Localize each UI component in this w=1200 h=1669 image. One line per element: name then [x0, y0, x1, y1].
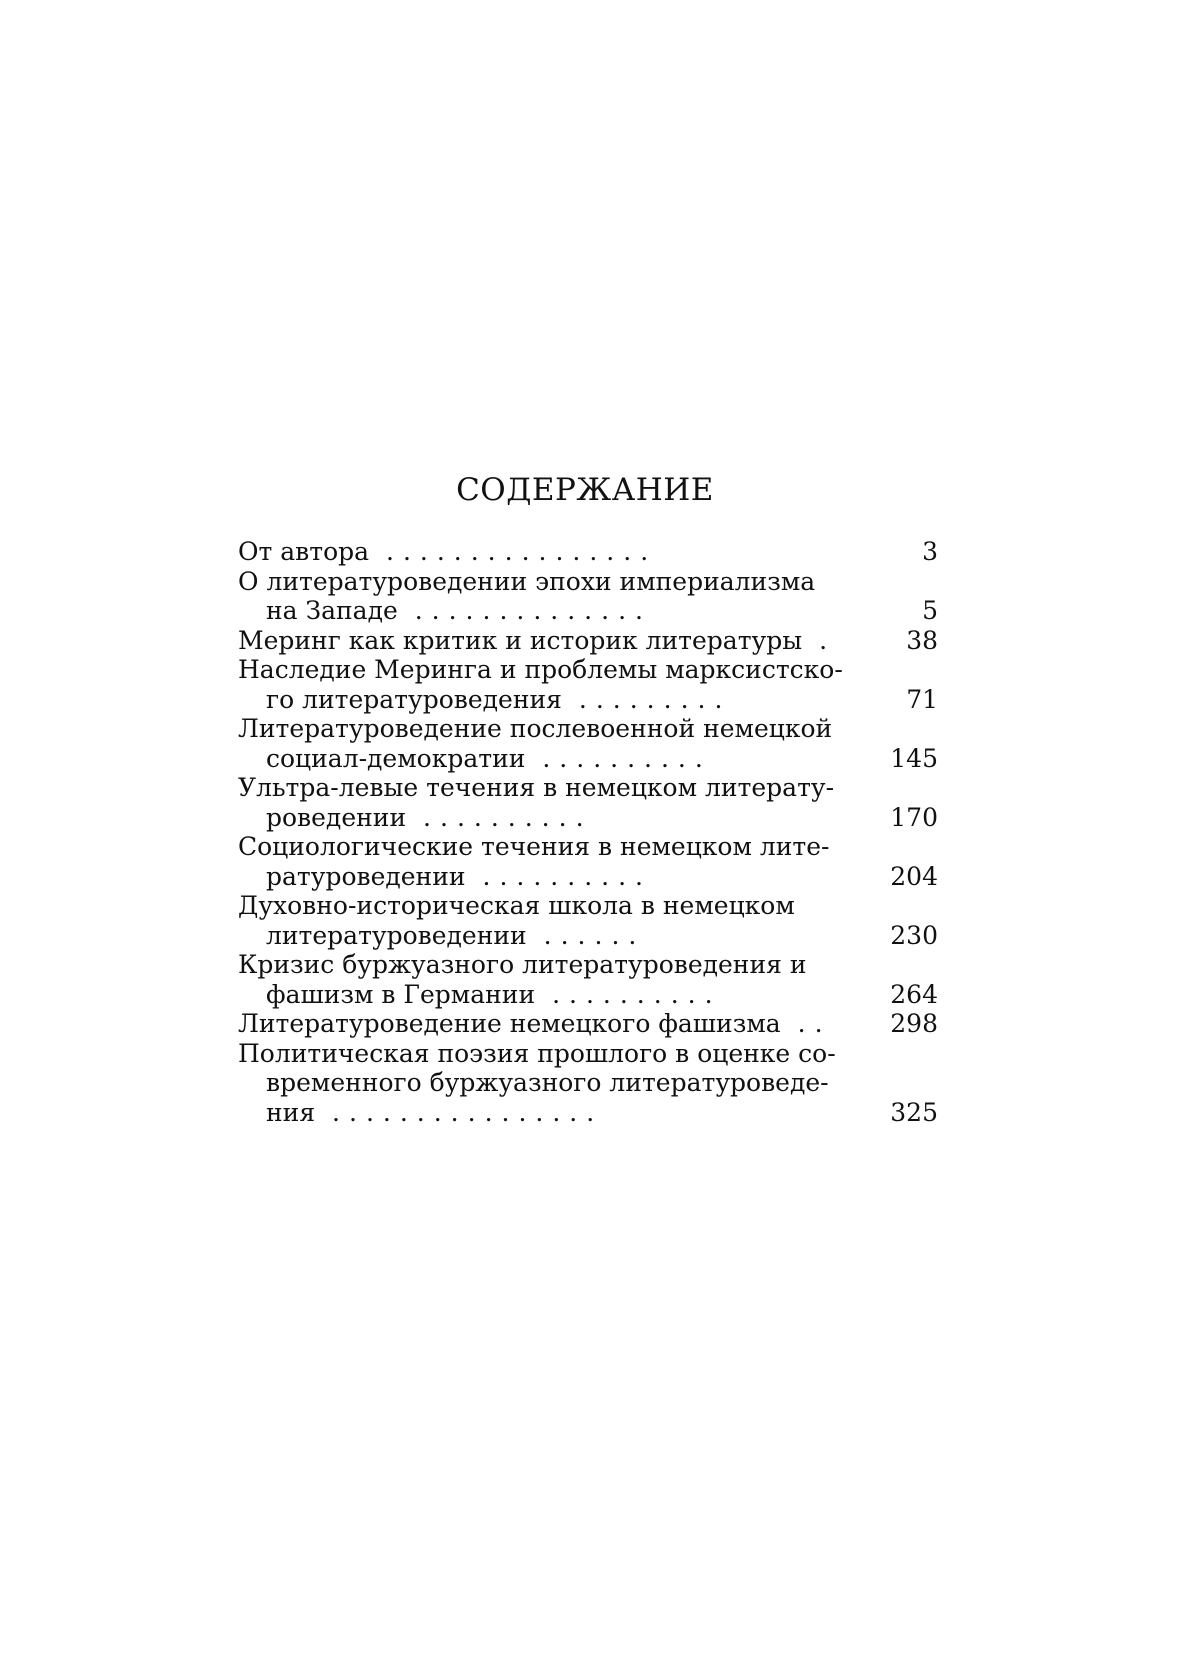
toc-page-number: 145 — [890, 743, 938, 773]
toc-entry-title — [238, 655, 858, 714]
toc-page-number: 5 — [922, 596, 938, 625]
toc-entry-title — [238, 537, 858, 567]
toc-entry — [238, 891, 938, 950]
toc-page-number: 298 — [890, 1009, 938, 1038]
toc-entry-line — [238, 744, 858, 774]
toc-entry-line — [238, 714, 858, 744]
table-of-contents — [238, 537, 938, 1127]
toc-entry-line-text: ратуроведении — [266, 861, 466, 891]
toc-entry-line — [238, 832, 858, 862]
toc-entry-line-text: ния — [266, 1097, 316, 1127]
toc-entry-line — [238, 1009, 858, 1039]
toc-entry-title — [238, 567, 858, 626]
dot-leader: ................ — [369, 537, 658, 566]
dot-leader: .. — [780, 1009, 832, 1038]
toc-page-number: 230 — [890, 920, 938, 950]
toc-entry-line-text: Кризис буржуазного литературоведения и — [238, 950, 807, 979]
dot-leader: ................ — [315, 1097, 604, 1127]
toc-entry-line — [238, 537, 858, 567]
toc-entry — [238, 655, 938, 714]
toc-page-number: 325 — [890, 1097, 938, 1127]
toc-entry-line — [238, 950, 858, 980]
toc-entry-line-text: фашизм в Германии — [266, 979, 536, 1009]
toc-entry-line — [238, 921, 858, 951]
toc-entry-line — [238, 655, 858, 685]
toc-entry-line-text: социал-демократии — [266, 743, 526, 773]
toc-entry-line — [238, 567, 858, 597]
toc-entry-line — [238, 685, 858, 715]
toc-entry-line — [238, 773, 858, 803]
dot-leader: ...... — [526, 920, 646, 950]
toc-entry-line — [238, 626, 858, 656]
dot-leader: .............. — [397, 596, 652, 625]
toc-entry-line-text: литературоведении — [266, 920, 527, 950]
toc-entry-line-text: Литературоведение немецкого фашизма — [238, 1009, 781, 1038]
toc-entry-line — [238, 596, 858, 626]
toc-entry — [238, 567, 938, 626]
toc-entry-line-text: Литературоведение послевоенной немецкой — [238, 714, 833, 743]
toc-entry-line-text: Ультра-левые течения в немецком литерату- — [238, 773, 835, 802]
dot-leader: .......... — [535, 979, 722, 1009]
toc-entry-line-text: Политическая поэзия прошлого в оценке со- — [238, 1038, 836, 1068]
toc-page-number: 264 — [890, 979, 938, 1009]
toc-page-number: 38 — [906, 625, 938, 655]
toc-entry-line-text: Социологические течения в немецком лите- — [238, 832, 830, 861]
toc-entry — [238, 773, 938, 832]
toc-entry-title — [238, 1039, 858, 1128]
toc-entry-title — [238, 626, 858, 656]
toc-entry — [238, 537, 938, 567]
toc-entry-title — [238, 714, 858, 773]
toc-entry-line-text: От автора — [238, 537, 370, 566]
toc-entry-line — [238, 803, 858, 833]
toc-entry-line-text: Наследие Меринга и проблемы марксистско- — [238, 655, 843, 684]
toc-entry — [238, 1039, 938, 1128]
dot-leader: ......... — [561, 684, 732, 714]
toc-entry — [238, 626, 938, 656]
toc-entry-title — [238, 891, 858, 950]
toc-page-number: 3 — [922, 537, 938, 566]
toc-entry — [238, 714, 938, 773]
toc-entry-line — [238, 862, 858, 892]
toc-entry-line-text: Духовно-историческая школа в немецком — [238, 891, 795, 920]
toc-entry-title — [238, 773, 858, 832]
toc-entry-line-text: Меринг как критик и историк литературы — [238, 625, 803, 655]
toc-entry-title — [238, 950, 858, 1009]
toc-entry-line — [238, 980, 858, 1010]
dot-leader: .......... — [406, 802, 593, 832]
toc-entry-line — [238, 1068, 858, 1098]
toc-entry-line-text: роведении — [266, 802, 407, 832]
toc-entry — [238, 950, 938, 1009]
toc-entry-line-text: го литературоведения — [266, 684, 562, 714]
dot-leader: . — [802, 625, 837, 655]
toc-page-number: 170 — [890, 802, 938, 832]
dot-leader: .......... — [465, 861, 652, 891]
toc-entry-line-text: на Западе — [266, 596, 398, 625]
toc-entry-line — [238, 1098, 858, 1128]
toc-entry-line — [238, 1039, 858, 1069]
toc-entry — [238, 832, 938, 891]
toc-entry-title — [238, 1009, 858, 1039]
toc-entry-title — [238, 832, 858, 891]
toc-entry-line-text: О литературоведении эпохи империализма — [238, 566, 816, 596]
toc-page-number: 71 — [906, 684, 938, 714]
dot-leader: .......... — [525, 743, 712, 773]
toc-page-number: 204 — [890, 861, 938, 891]
toc-entry-line — [238, 891, 858, 921]
toc-entry — [238, 1009, 938, 1039]
toc-entry-line-text: временного буржуазного литературоведе- — [266, 1068, 829, 1097]
page-title: СОДЕРЖАНИЕ — [456, 472, 714, 508]
